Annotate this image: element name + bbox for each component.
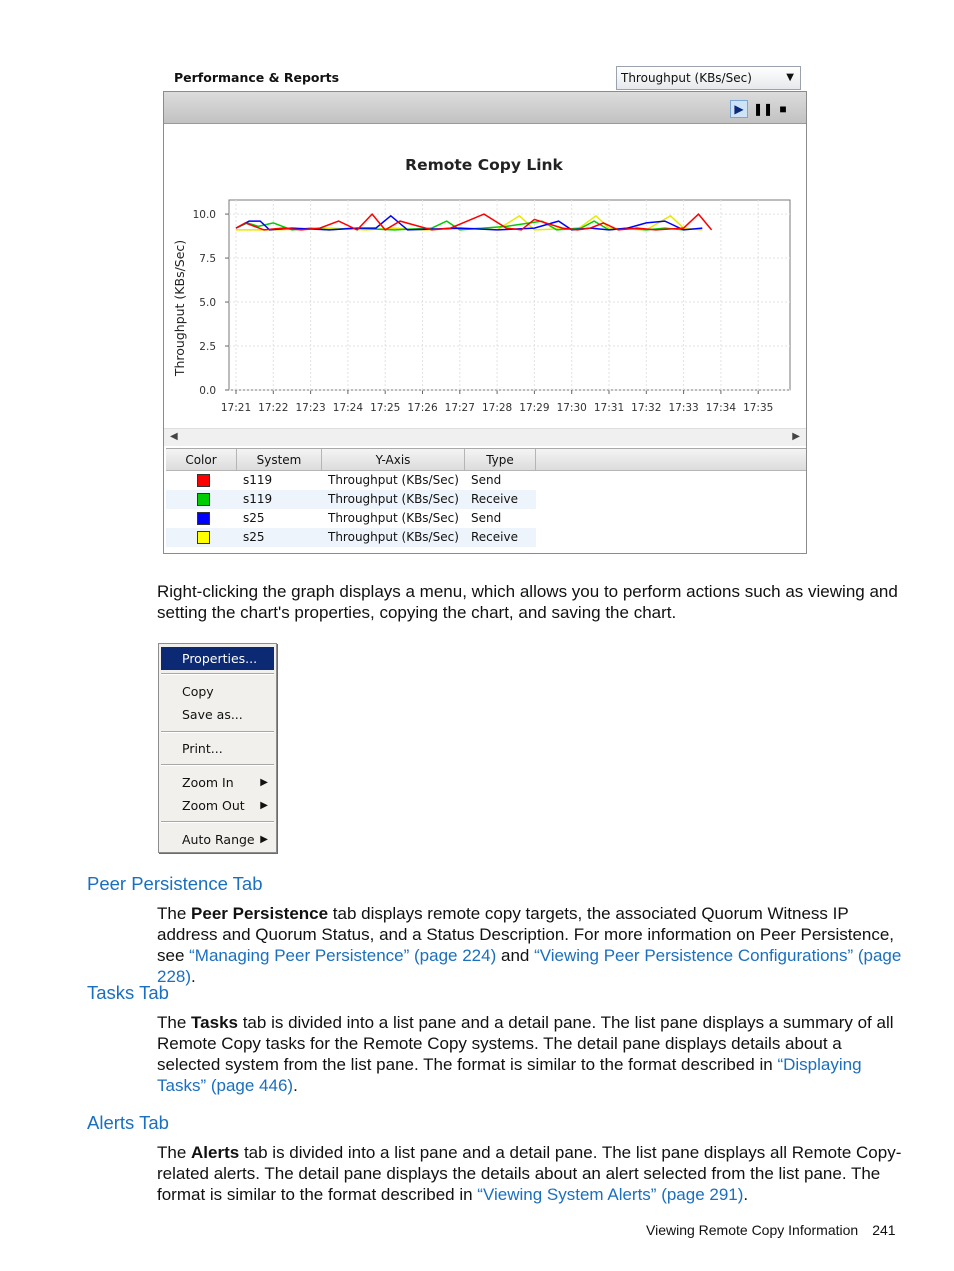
text: . <box>191 967 196 986</box>
table-row[interactable] <box>166 528 536 547</box>
text: tab is divided into a list pane and a detail pane. The list pane displays a summary of all Remote Copy tasks for the Remote Copy systems. The detail pane displays details about a selected system from the list pane. The format is similar to the format described in <box>157 1013 894 1074</box>
table-row[interactable] <box>166 490 536 509</box>
footer-section-title: Viewing Remote Copy Information <box>646 1222 859 1238</box>
plot-area <box>193 200 790 414</box>
text: . <box>293 1076 298 1095</box>
menu-item-auto-range[interactable] <box>161 828 274 851</box>
peer-persistence-paragraph <box>157 903 902 987</box>
system-cell: s119 <box>243 473 273 487</box>
menu-separator <box>161 764 274 766</box>
x-tick-label: 17:21 <box>220 402 252 414</box>
yaxis-cell: Throughput (KBs/Sec) <box>328 492 459 506</box>
color-swatch <box>197 512 210 525</box>
menu-separator <box>161 673 274 675</box>
column-header-system[interactable]: System <box>237 449 322 471</box>
column-header-type[interactable]: Type <box>465 449 536 471</box>
submenu-arrow-icon: ▶ <box>260 800 268 811</box>
menu-item-zoom-out[interactable] <box>161 794 274 817</box>
tasks-paragraph <box>157 1012 902 1096</box>
submenu-arrow-icon: ▶ <box>260 777 268 788</box>
y-tick-label: 0.0 <box>199 385 216 397</box>
type-cell: Receive <box>471 492 518 506</box>
series-legend-table <box>166 448 806 551</box>
bold-term: Peer Persistence <box>191 904 329 923</box>
chart-title: Remote Copy Link <box>405 156 563 174</box>
menu-separator <box>161 821 274 823</box>
x-tick-label: 17:28 <box>481 402 513 414</box>
peer-persistence-heading: Peer Persistence Tab <box>87 873 263 894</box>
x-tick-label: 17:27 <box>444 402 475 414</box>
menu-item-zoom-out-label: Zoom Out <box>182 798 245 813</box>
system-cell: s25 <box>243 530 265 544</box>
type-cell: Receive <box>471 530 518 544</box>
x-tick-label: 17:32 <box>631 402 662 414</box>
y-axis-label: Throughput (KBs/Sec) <box>172 239 187 377</box>
scroll-right-icon[interactable]: ▶ <box>792 431 800 442</box>
page-footer <box>646 1222 896 1238</box>
table-row[interactable] <box>166 509 536 528</box>
alerts-paragraph <box>157 1142 902 1205</box>
chevron-down-icon: ▼ <box>786 72 794 83</box>
throughput-chart[interactable] <box>164 125 806 427</box>
chart-toolbar <box>164 92 806 124</box>
yaxis-cell: Throughput (KBs/Sec) <box>328 473 459 487</box>
intro-paragraph: Right-clicking the graph displays a menu, which allows you to perform actions such as viewing and setting the chart's properties, copying the chart, and saving the chart. <box>157 582 898 622</box>
pause-icon: ❚❚ <box>753 102 774 116</box>
text: The <box>157 904 192 923</box>
color-swatch <box>197 493 210 506</box>
x-tick-label: 17:30 <box>556 402 587 414</box>
y-tick-label: 10.0 <box>192 209 216 222</box>
text: tab is divided into a list pane and a detail pane. The list pane displays all Remote Copy-related alerts. The detail pane displays the details about an alert selected from the list pane. The format is similar to the format described in <box>157 1143 902 1204</box>
stop-icon: ■ <box>779 102 787 116</box>
yaxis-cell: Throughput (KBs/Sec) <box>328 530 459 544</box>
menu-item-copy[interactable]: Copy <box>182 684 214 699</box>
system-cell: s25 <box>243 511 265 525</box>
x-tick-label: 17:35 <box>743 402 774 414</box>
x-tick-label: 17:22 <box>258 402 289 414</box>
x-tick-label: 17:33 <box>668 402 699 414</box>
x-tick-label: 17:24 <box>332 402 364 414</box>
bold-term: Alerts <box>191 1143 240 1162</box>
panel-title: Performance & Reports <box>174 70 340 85</box>
page-number: 241 <box>872 1222 896 1238</box>
scroll-left-icon[interactable]: ◀ <box>170 431 178 442</box>
text: . <box>743 1185 749 1204</box>
chart-panel <box>163 91 807 554</box>
table-row[interactable] <box>166 471 536 490</box>
menu-item-print[interactable]: Print... <box>182 741 223 756</box>
color-swatch <box>197 531 210 544</box>
x-tick-label: 17:26 <box>407 402 438 414</box>
tasks-heading: Tasks Tab <box>87 982 169 1003</box>
horizontal-scrollbar[interactable] <box>164 428 806 446</box>
yaxis-cell: Throughput (KBs/Sec) <box>328 511 459 525</box>
metric-dropdown-value: Throughput (KBs/Sec) <box>621 71 752 85</box>
x-tick-label: 17:23 <box>295 402 326 414</box>
text: The <box>157 1013 192 1032</box>
alerts-heading: Alerts Tab <box>87 1112 169 1133</box>
menu-separator <box>161 731 274 733</box>
menu-item-zoom-in-label: Zoom In <box>182 775 234 790</box>
y-tick-label: 2.5 <box>199 341 216 354</box>
column-header-color[interactable]: Color <box>166 449 237 471</box>
viewing-system-alerts-link[interactable]: “Viewing System Alerts” (page 291) <box>477 1185 744 1204</box>
viewing-peer-persistence-link[interactable]: “Viewing Peer Persistence Configurations” (page 228) <box>157 946 902 986</box>
play-button[interactable] <box>730 100 748 118</box>
system-cell: s119 <box>243 492 273 506</box>
menu-item-zoom-in[interactable] <box>161 771 274 794</box>
text: and <box>496 946 535 965</box>
type-cell: Send <box>471 473 502 487</box>
menu-item-auto-range-label: Auto Range <box>182 832 255 847</box>
text: tab displays remote copy targets, the associated Quorum Witness IP address and Quorum Status, and a Status Description. For more information on Peer Persistence, see <box>157 904 895 965</box>
menu-item-save-as[interactable]: Save as... <box>182 707 243 722</box>
bold-term: Tasks <box>191 1013 238 1032</box>
stop-button[interactable] <box>774 100 792 118</box>
x-tick-label: 17:29 <box>519 402 550 414</box>
x-tick-label: 17:25 <box>370 402 401 414</box>
text: The <box>157 1143 192 1162</box>
submenu-arrow-icon: ▶ <box>260 834 268 845</box>
managing-peer-persistence-link[interactable]: “Managing Peer Persistence” (page 224) <box>189 946 497 965</box>
play-icon: ▶ <box>734 102 744 116</box>
y-tick-label: 7.5 <box>199 253 216 266</box>
y-tick-label: 5.0 <box>199 297 216 310</box>
x-tick-label: 17:34 <box>705 402 737 414</box>
pause-button[interactable] <box>752 100 774 118</box>
x-tick-label: 17:31 <box>593 402 625 414</box>
menu-item-properties[interactable]: Properties... <box>161 647 274 670</box>
color-swatch <box>197 474 210 487</box>
legend-header <box>166 449 806 471</box>
column-header-yaxis[interactable]: Y-Axis <box>322 449 465 471</box>
metric-dropdown[interactable] <box>616 66 801 90</box>
displaying-tasks-link[interactable]: “Displaying Tasks” (page 446) <box>157 1055 862 1095</box>
chart-context-menu <box>158 643 277 853</box>
type-cell: Send <box>471 511 502 525</box>
